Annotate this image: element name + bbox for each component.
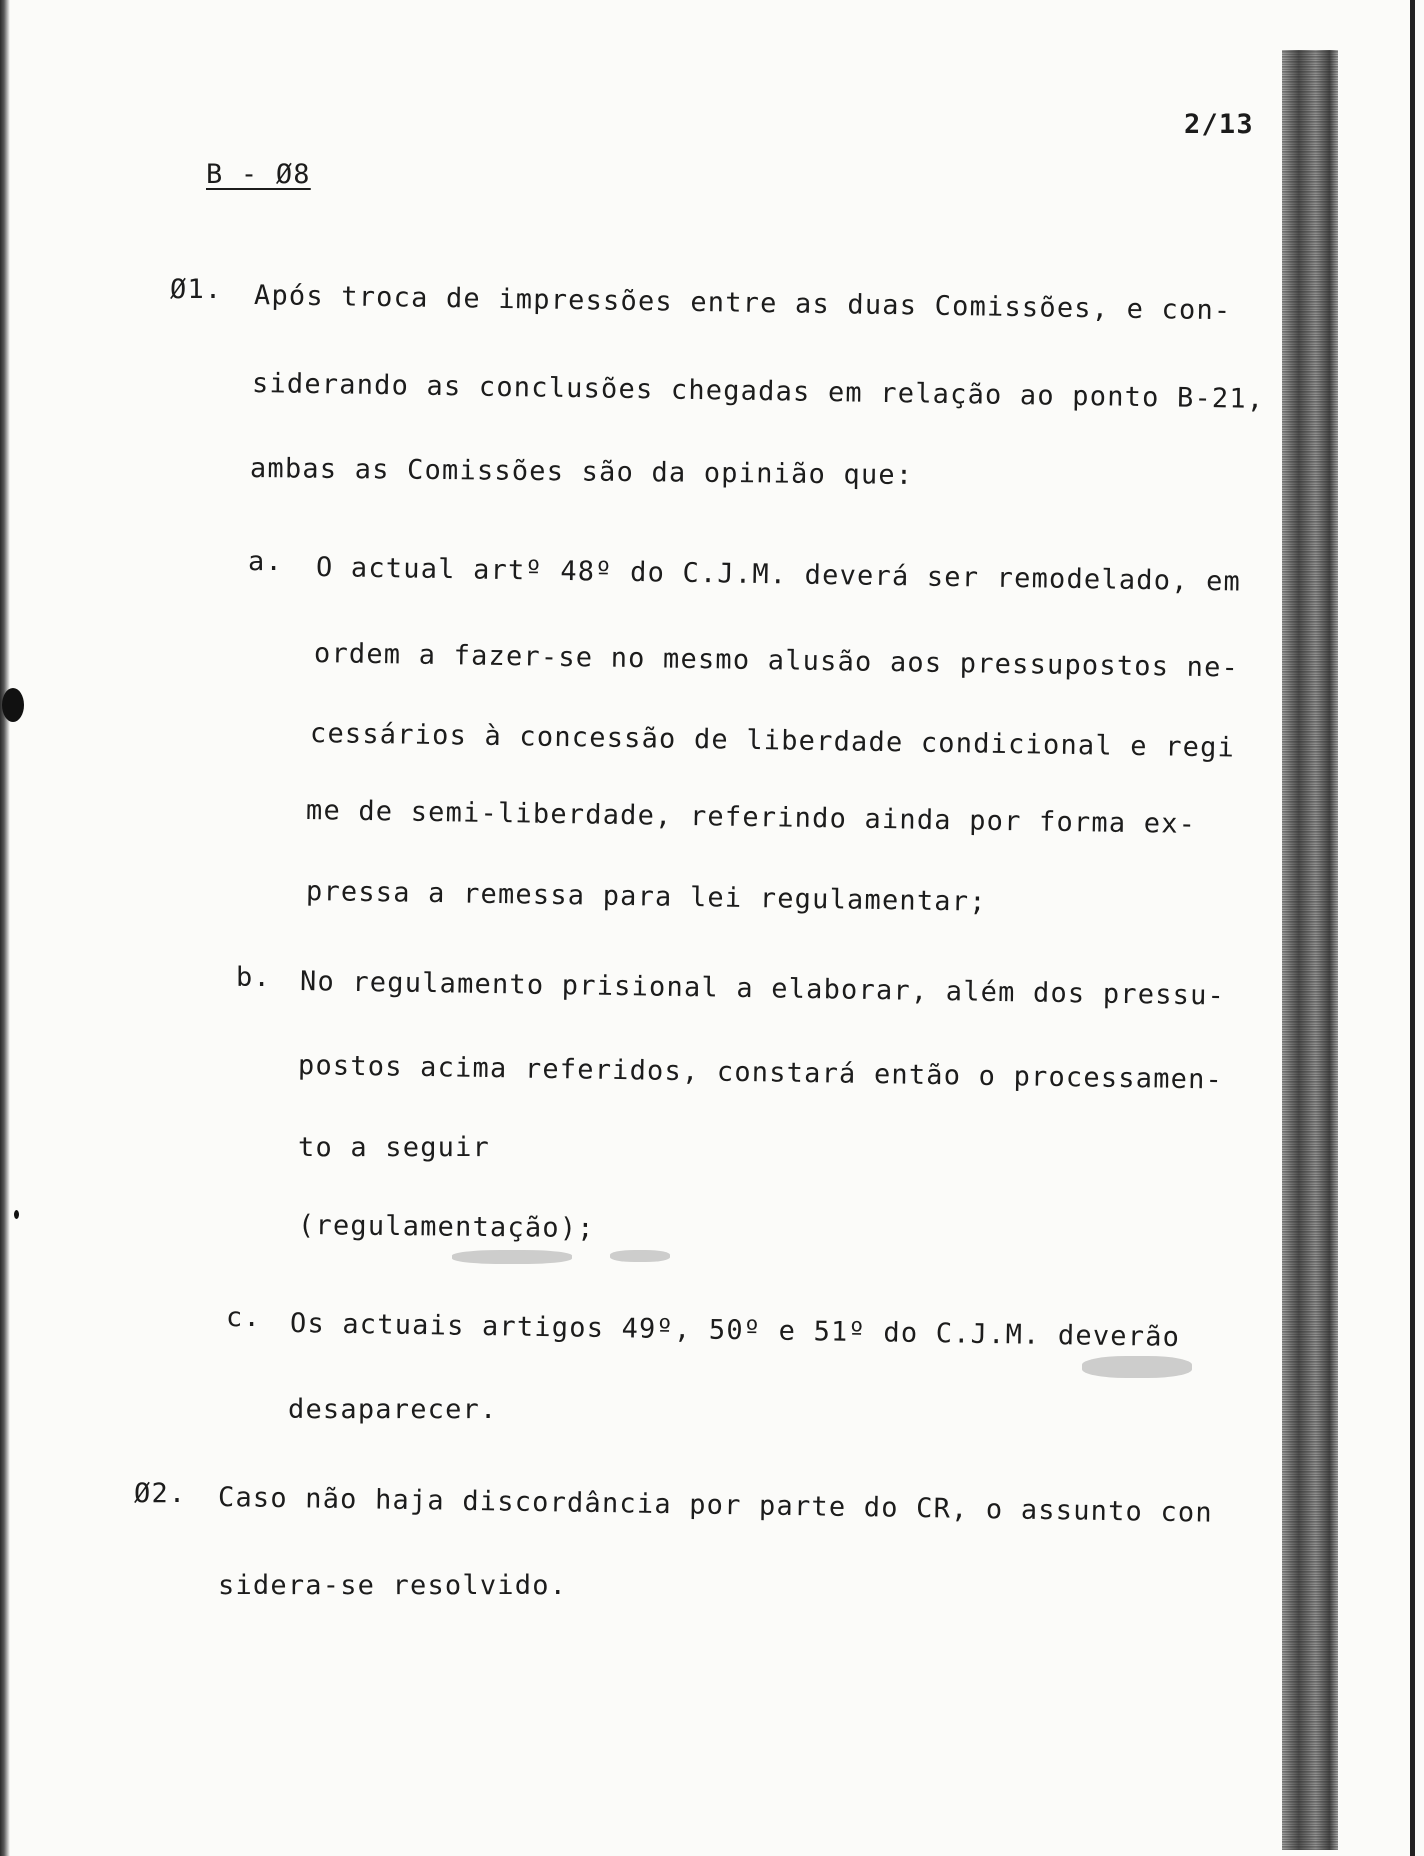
paragraph-line: Após troca de impressões entre as duas Comissões, e con-	[253, 280, 1232, 327]
list-label: a.	[248, 546, 283, 577]
list-item-line: desaparecer.	[288, 1394, 498, 1425]
list-item-line: (regulamentação);	[297, 1210, 595, 1245]
list-item-line: ordem a fazer-se no mesmo alusão aos pressupostos ne-	[313, 638, 1240, 684]
list-item-line: O actual artº 48º do C.J.M. deverá ser remodelado, em	[315, 552, 1242, 598]
list-label: b.	[236, 962, 271, 993]
paragraph-line: Caso não haja discordância por parte do CR, o assunto con	[217, 1482, 1214, 1529]
scan-right-band	[1282, 50, 1338, 1850]
smudge-mark	[452, 1250, 572, 1264]
smudge-mark	[610, 1250, 670, 1262]
scan-left-edge	[0, 0, 10, 1856]
list-item-line: to a seguir	[298, 1132, 491, 1163]
list-item-line: me de semi-liberdade, referindo ainda por forma ex-	[305, 795, 1197, 840]
ink-blot	[2, 688, 24, 722]
list-item-line: postos acima referidos, constará então o processamen-	[297, 1050, 1224, 1096]
paragraph-number: Ø2.	[134, 1478, 187, 1509]
list-item-line: cessários à concessão de liberdade condicional e regi	[309, 718, 1236, 764]
section-heading: B - Ø8	[206, 159, 311, 190]
page-number: 2/13	[1184, 109, 1254, 140]
paragraph-line: ambas as Comissões são da opinião que:	[249, 453, 914, 491]
scan-right-edge	[1410, 0, 1415, 1856]
paragraph-line: siderando as conclusões chegadas em relação ao ponto B-21,	[251, 368, 1265, 415]
list-item-line: Os actuais artigos 49º, 50º e 51º do C.J.M. deverão	[289, 1308, 1181, 1353]
list-item-line: No regulamento prisional a elaborar, além dos pressu-	[299, 966, 1226, 1012]
list-label: c.	[226, 1302, 261, 1333]
paragraph-line: sidera-se resolvido.	[218, 1570, 568, 1601]
ink-dot	[14, 1210, 19, 1219]
paragraph-number: Ø1.	[170, 274, 223, 305]
list-item-line: pressa a remessa para lei regulamentar;	[305, 876, 987, 918]
smudge-mark	[1082, 1356, 1192, 1378]
